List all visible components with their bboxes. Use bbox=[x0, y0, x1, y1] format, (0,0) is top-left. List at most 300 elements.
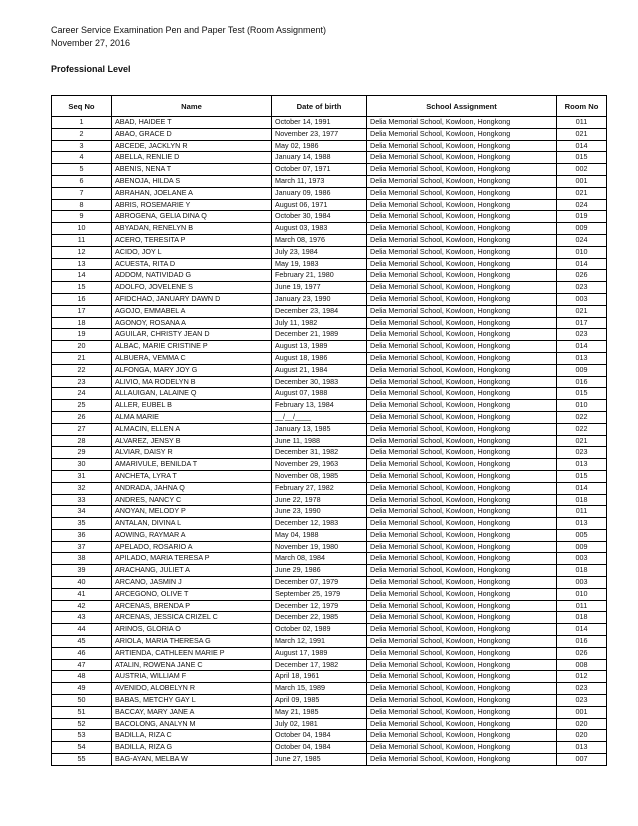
school-assignment-cell: Delia Memorial School, Kowloon, Hongkong bbox=[367, 223, 557, 235]
seq-no-cell: 11 bbox=[52, 234, 112, 246]
seq-no-cell: 25 bbox=[52, 400, 112, 412]
school-assignment-cell: Delia Memorial School, Kowloon, Hongkong bbox=[367, 659, 557, 671]
name-cell: BAG-AYAN, MELBA W bbox=[112, 754, 272, 766]
school-assignment-cell: Delia Memorial School, Kowloon, Hongkong bbox=[367, 128, 557, 140]
name-cell: ANCHETA, LYRA T bbox=[112, 470, 272, 482]
table-row bbox=[52, 518, 607, 530]
date-of-birth-cell: March 11, 1973 bbox=[272, 175, 367, 187]
school-assignment-cell: Delia Memorial School, Kowloon, Hongkong bbox=[367, 246, 557, 258]
seq-no-cell: 5 bbox=[52, 164, 112, 176]
room-no-cell: 013 bbox=[557, 459, 607, 471]
column-header-date-of-birth: Date of birth bbox=[272, 96, 367, 117]
name-cell: ADOLFO, JOVELENE S bbox=[112, 282, 272, 294]
seq-no-cell: 43 bbox=[52, 612, 112, 624]
room-no-cell: 020 bbox=[557, 730, 607, 742]
seq-no-cell: 17 bbox=[52, 305, 112, 317]
date-of-birth-cell: October 14, 1991 bbox=[272, 117, 367, 129]
name-cell: AFIDCHAO, JANUARY DAWN D bbox=[112, 293, 272, 305]
column-header-name: Name bbox=[112, 96, 272, 117]
date-of-birth-cell: April 09, 1985 bbox=[272, 695, 367, 707]
seq-no-cell: 20 bbox=[52, 341, 112, 353]
name-cell: ALIVIO, MA RODELYN B bbox=[112, 376, 272, 388]
date-of-birth-cell: January 13, 1985 bbox=[272, 423, 367, 435]
seq-no-cell: 37 bbox=[52, 541, 112, 553]
room-no-cell: 018 bbox=[557, 494, 607, 506]
seq-no-cell: 15 bbox=[52, 282, 112, 294]
school-assignment-cell: Delia Memorial School, Kowloon, Hongkong bbox=[367, 388, 557, 400]
document-title: Career Service Examination Pen and Paper Test (Room Assignment) bbox=[51, 25, 326, 35]
school-assignment-cell: Delia Memorial School, Kowloon, Hongkong bbox=[367, 423, 557, 435]
school-assignment-cell: Delia Memorial School, Kowloon, Hongkong bbox=[367, 400, 557, 412]
school-assignment-cell: Delia Memorial School, Kowloon, Hongkong bbox=[367, 199, 557, 211]
date-of-birth-cell: October 30, 1984 bbox=[272, 211, 367, 223]
seq-no-cell: 8 bbox=[52, 199, 112, 211]
seq-no-cell: 14 bbox=[52, 270, 112, 282]
room-no-cell: 015 bbox=[557, 470, 607, 482]
table-row bbox=[52, 270, 607, 282]
name-cell: ABROGENA, GELIA DINA Q bbox=[112, 211, 272, 223]
table-row bbox=[52, 164, 607, 176]
name-cell: ALLER, EUBEL B bbox=[112, 400, 272, 412]
room-no-cell: 014 bbox=[557, 258, 607, 270]
room-no-cell: 021 bbox=[557, 305, 607, 317]
school-assignment-cell: Delia Memorial School, Kowloon, Hongkong bbox=[367, 541, 557, 553]
name-cell: AOWING, RAYMAR A bbox=[112, 529, 272, 541]
column-header-seq-no: Seq No bbox=[52, 96, 112, 117]
table-row bbox=[52, 624, 607, 636]
date-of-birth-cell: November 08, 1985 bbox=[272, 470, 367, 482]
room-no-cell: 023 bbox=[557, 282, 607, 294]
name-cell: ARCENAS, JESSICA CRIZEL C bbox=[112, 612, 272, 624]
table-row bbox=[52, 718, 607, 730]
name-cell: ARCEGONO, OLIVE T bbox=[112, 588, 272, 600]
school-assignment-cell: Delia Memorial School, Kowloon, Hongkong bbox=[367, 565, 557, 577]
date-of-birth-cell: March 12, 1991 bbox=[272, 636, 367, 648]
section-heading: Professional Level bbox=[51, 64, 131, 74]
seq-no-cell: 53 bbox=[52, 730, 112, 742]
school-assignment-cell: Delia Memorial School, Kowloon, Hongkong bbox=[367, 577, 557, 589]
seq-no-cell: 32 bbox=[52, 482, 112, 494]
name-cell: AMARIVULE, BENILDA T bbox=[112, 459, 272, 471]
room-no-cell: 017 bbox=[557, 317, 607, 329]
room-no-cell: 010 bbox=[557, 588, 607, 600]
room-no-cell: 023 bbox=[557, 329, 607, 341]
school-assignment-cell: Delia Memorial School, Kowloon, Hongkong bbox=[367, 588, 557, 600]
seq-no-cell: 50 bbox=[52, 695, 112, 707]
seq-no-cell: 19 bbox=[52, 329, 112, 341]
date-of-birth-cell: May 21, 1985 bbox=[272, 706, 367, 718]
table-row bbox=[52, 659, 607, 671]
room-no-cell: 009 bbox=[557, 364, 607, 376]
seq-no-cell: 51 bbox=[52, 706, 112, 718]
date-of-birth-cell: October 02, 1989 bbox=[272, 624, 367, 636]
name-cell: ARCENAS, BRENDA P bbox=[112, 600, 272, 612]
seq-no-cell: 46 bbox=[52, 647, 112, 659]
school-assignment-cell: Delia Memorial School, Kowloon, Hongkong bbox=[367, 518, 557, 530]
room-no-cell: 022 bbox=[557, 411, 607, 423]
school-assignment-cell: Delia Memorial School, Kowloon, Hongkong bbox=[367, 270, 557, 282]
column-header-room-no: Room No bbox=[557, 96, 607, 117]
school-assignment-cell: Delia Memorial School, Kowloon, Hongkong bbox=[367, 671, 557, 683]
table-row bbox=[52, 459, 607, 471]
name-cell: ABYADAN, RENELYN B bbox=[112, 223, 272, 235]
seq-no-cell: 18 bbox=[52, 317, 112, 329]
date-of-birth-cell: December 23, 1984 bbox=[272, 305, 367, 317]
table-row bbox=[52, 636, 607, 648]
seq-no-cell: 23 bbox=[52, 376, 112, 388]
date-of-birth-cell: October 04, 1984 bbox=[272, 730, 367, 742]
name-cell: ABELLA, RENLIE D bbox=[112, 152, 272, 164]
seq-no-cell: 54 bbox=[52, 742, 112, 754]
room-no-cell: 026 bbox=[557, 647, 607, 659]
seq-no-cell: 36 bbox=[52, 529, 112, 541]
seq-no-cell: 3 bbox=[52, 140, 112, 152]
school-assignment-cell: Delia Memorial School, Kowloon, Hongkong bbox=[367, 329, 557, 341]
room-no-cell: 003 bbox=[557, 577, 607, 589]
date-of-birth-cell: November 19, 1980 bbox=[272, 541, 367, 553]
table-row bbox=[52, 305, 607, 317]
seq-no-cell: 34 bbox=[52, 506, 112, 518]
date-of-birth-cell: February 27, 1982 bbox=[272, 482, 367, 494]
school-assignment-cell: Delia Memorial School, Kowloon, Hongkong bbox=[367, 411, 557, 423]
name-cell: ARIOLA, MARIA THERESA G bbox=[112, 636, 272, 648]
table-row bbox=[52, 742, 607, 754]
table-row bbox=[52, 364, 607, 376]
table-row bbox=[52, 506, 607, 518]
room-no-cell: 019 bbox=[557, 211, 607, 223]
school-assignment-cell: Delia Memorial School, Kowloon, Hongkong bbox=[367, 459, 557, 471]
school-assignment-cell: Delia Memorial School, Kowloon, Hongkong bbox=[367, 706, 557, 718]
school-assignment-cell: Delia Memorial School, Kowloon, Hongkong bbox=[367, 140, 557, 152]
name-cell: ABRIS, ROSEMARIE Y bbox=[112, 199, 272, 211]
name-cell: ANDRES, NANCY C bbox=[112, 494, 272, 506]
seq-no-cell: 42 bbox=[52, 600, 112, 612]
school-assignment-cell: Delia Memorial School, Kowloon, Hongkong bbox=[367, 258, 557, 270]
name-cell: ALFONGA, MARY JOY G bbox=[112, 364, 272, 376]
school-assignment-cell: Delia Memorial School, Kowloon, Hongkong bbox=[367, 647, 557, 659]
table-row bbox=[52, 329, 607, 341]
date-of-birth-cell: June 19, 1977 bbox=[272, 282, 367, 294]
name-cell: BACOLONG, ANALYN M bbox=[112, 718, 272, 730]
room-no-cell: 013 bbox=[557, 742, 607, 754]
school-assignment-cell: Delia Memorial School, Kowloon, Hongkong bbox=[367, 317, 557, 329]
date-of-birth-cell: June 29, 1986 bbox=[272, 565, 367, 577]
name-cell: AGOJO, EMMABEL A bbox=[112, 305, 272, 317]
name-cell: AUSTRIA, WILLIAM F bbox=[112, 671, 272, 683]
date-of-birth-cell: July 11, 1982 bbox=[272, 317, 367, 329]
table-row bbox=[52, 140, 607, 152]
name-cell: ADDOM, NATIVIDAD G bbox=[112, 270, 272, 282]
table-row bbox=[52, 187, 607, 199]
name-cell: ABCEDE, JACKLYN R bbox=[112, 140, 272, 152]
date-of-birth-cell: May 02, 1986 bbox=[272, 140, 367, 152]
room-no-cell: 001 bbox=[557, 175, 607, 187]
name-cell: ANTALAN, DIVINA L bbox=[112, 518, 272, 530]
name-cell: ALMACIN, ELLEN A bbox=[112, 423, 272, 435]
date-of-birth-cell: __/__/____ bbox=[272, 411, 367, 423]
date-of-birth-cell: October 04, 1984 bbox=[272, 742, 367, 754]
date-of-birth-cell: December 30, 1983 bbox=[272, 376, 367, 388]
school-assignment-cell: Delia Memorial School, Kowloon, Hongkong bbox=[367, 447, 557, 459]
school-assignment-cell: Delia Memorial School, Kowloon, Hongkong bbox=[367, 364, 557, 376]
school-assignment-cell: Delia Memorial School, Kowloon, Hongkong bbox=[367, 211, 557, 223]
seq-no-cell: 44 bbox=[52, 624, 112, 636]
table-row bbox=[52, 754, 607, 766]
table-row bbox=[52, 423, 607, 435]
table-row bbox=[52, 117, 607, 129]
table-row bbox=[52, 553, 607, 565]
name-cell: ALBAC, MARIE CRISTINE P bbox=[112, 341, 272, 353]
date-of-birth-cell: September 25, 1979 bbox=[272, 588, 367, 600]
school-assignment-cell: Delia Memorial School, Kowloon, Hongkong bbox=[367, 636, 557, 648]
table-row bbox=[52, 470, 607, 482]
date-of-birth-cell: January 23, 1990 bbox=[272, 293, 367, 305]
date-of-birth-cell: May 04, 1988 bbox=[272, 529, 367, 541]
date-of-birth-cell: July 23, 1984 bbox=[272, 246, 367, 258]
date-of-birth-cell: April 18, 1961 bbox=[272, 671, 367, 683]
name-cell: ARCANO, JASMIN J bbox=[112, 577, 272, 589]
room-no-cell: 001 bbox=[557, 706, 607, 718]
room-no-cell: 012 bbox=[557, 671, 607, 683]
room-no-cell: 010 bbox=[557, 400, 607, 412]
room-no-cell: 011 bbox=[557, 600, 607, 612]
table-row bbox=[52, 683, 607, 695]
room-no-cell: 016 bbox=[557, 376, 607, 388]
column-header-school-assignment: School Assignment bbox=[367, 96, 557, 117]
table-row bbox=[52, 388, 607, 400]
date-of-birth-cell: August 17, 1989 bbox=[272, 647, 367, 659]
school-assignment-cell: Delia Memorial School, Kowloon, Hongkong bbox=[367, 553, 557, 565]
room-no-cell: 022 bbox=[557, 423, 607, 435]
school-assignment-cell: Delia Memorial School, Kowloon, Hongkong bbox=[367, 117, 557, 129]
date-of-birth-cell: December 22, 1985 bbox=[272, 612, 367, 624]
name-cell: ARINOS, GLORIA O bbox=[112, 624, 272, 636]
room-no-cell: 009 bbox=[557, 223, 607, 235]
date-of-birth-cell: March 15, 1989 bbox=[272, 683, 367, 695]
name-cell: ABAD, HAIDEE T bbox=[112, 117, 272, 129]
date-of-birth-cell: August 13, 1989 bbox=[272, 341, 367, 353]
school-assignment-cell: Delia Memorial School, Kowloon, Hongkong bbox=[367, 754, 557, 766]
seq-no-cell: 33 bbox=[52, 494, 112, 506]
school-assignment-cell: Delia Memorial School, Kowloon, Hongkong bbox=[367, 305, 557, 317]
seq-no-cell: 9 bbox=[52, 211, 112, 223]
school-assignment-cell: Delia Memorial School, Kowloon, Hongkong bbox=[367, 612, 557, 624]
room-no-cell: 007 bbox=[557, 754, 607, 766]
table-row bbox=[52, 671, 607, 683]
table-row bbox=[52, 317, 607, 329]
table-row bbox=[52, 647, 607, 659]
room-no-cell: 013 bbox=[557, 518, 607, 530]
school-assignment-cell: Delia Memorial School, Kowloon, Hongkong bbox=[367, 175, 557, 187]
date-of-birth-cell: January 14, 1988 bbox=[272, 152, 367, 164]
school-assignment-cell: Delia Memorial School, Kowloon, Hongkong bbox=[367, 718, 557, 730]
seq-no-cell: 41 bbox=[52, 588, 112, 600]
seq-no-cell: 31 bbox=[52, 470, 112, 482]
room-no-cell: 024 bbox=[557, 199, 607, 211]
date-of-birth-cell: March 08, 1984 bbox=[272, 553, 367, 565]
seq-no-cell: 55 bbox=[52, 754, 112, 766]
date-of-birth-cell: November 23, 1977 bbox=[272, 128, 367, 140]
room-no-cell: 014 bbox=[557, 624, 607, 636]
table-row bbox=[52, 175, 607, 187]
seq-no-cell: 4 bbox=[52, 152, 112, 164]
table-row bbox=[52, 400, 607, 412]
seq-no-cell: 13 bbox=[52, 258, 112, 270]
table-row bbox=[52, 352, 607, 364]
room-no-cell: 005 bbox=[557, 529, 607, 541]
room-no-cell: 021 bbox=[557, 187, 607, 199]
name-cell: AGUILAR, CHRISTY JEAN D bbox=[112, 329, 272, 341]
seq-no-cell: 26 bbox=[52, 411, 112, 423]
room-no-cell: 011 bbox=[557, 117, 607, 129]
room-no-cell: 009 bbox=[557, 541, 607, 553]
seq-no-cell: 27 bbox=[52, 423, 112, 435]
name-cell: ARACHANG, JULIET A bbox=[112, 565, 272, 577]
school-assignment-cell: Delia Memorial School, Kowloon, Hongkong bbox=[367, 435, 557, 447]
date-of-birth-cell: December 12, 1983 bbox=[272, 518, 367, 530]
name-cell: ABRAHAN, JOELANE A bbox=[112, 187, 272, 199]
document-date: November 27, 2016 bbox=[51, 38, 131, 48]
date-of-birth-cell: December 21, 1989 bbox=[272, 329, 367, 341]
room-no-cell: 023 bbox=[557, 695, 607, 707]
room-no-cell: 011 bbox=[557, 506, 607, 518]
seq-no-cell: 21 bbox=[52, 352, 112, 364]
room-no-cell: 018 bbox=[557, 612, 607, 624]
seq-no-cell: 30 bbox=[52, 459, 112, 471]
table-row bbox=[52, 376, 607, 388]
room-no-cell: 008 bbox=[557, 659, 607, 671]
name-cell: ACIDO, JOY L bbox=[112, 246, 272, 258]
date-of-birth-cell: June 27, 1985 bbox=[272, 754, 367, 766]
table-row bbox=[52, 234, 607, 246]
date-of-birth-cell: March 08, 1976 bbox=[272, 234, 367, 246]
school-assignment-cell: Delia Memorial School, Kowloon, Hongkong bbox=[367, 282, 557, 294]
date-of-birth-cell: May 19, 1983 bbox=[272, 258, 367, 270]
school-assignment-cell: Delia Memorial School, Kowloon, Hongkong bbox=[367, 742, 557, 754]
room-no-cell: 014 bbox=[557, 341, 607, 353]
name-cell: ABAO, GRACE D bbox=[112, 128, 272, 140]
table-row bbox=[52, 600, 607, 612]
name-cell: ALVIAR, DAISY R bbox=[112, 447, 272, 459]
seq-no-cell: 24 bbox=[52, 388, 112, 400]
seq-no-cell: 10 bbox=[52, 223, 112, 235]
table-row bbox=[52, 199, 607, 211]
name-cell: ANOYAN, MELODY P bbox=[112, 506, 272, 518]
name-cell: BACCAY, MARY JANE A bbox=[112, 706, 272, 718]
seq-no-cell: 39 bbox=[52, 565, 112, 577]
seq-no-cell: 38 bbox=[52, 553, 112, 565]
name-cell: APILADO, MARIA TERESA P bbox=[112, 553, 272, 565]
school-assignment-cell: Delia Memorial School, Kowloon, Hongkong bbox=[367, 506, 557, 518]
table-row bbox=[52, 494, 607, 506]
date-of-birth-cell: February 21, 1980 bbox=[272, 270, 367, 282]
name-cell: ANDRADA, JAHNA Q bbox=[112, 482, 272, 494]
table-row bbox=[52, 482, 607, 494]
date-of-birth-cell: August 07, 1988 bbox=[272, 388, 367, 400]
school-assignment-cell: Delia Memorial School, Kowloon, Hongkong bbox=[367, 470, 557, 482]
date-of-birth-cell: June 23, 1990 bbox=[272, 506, 367, 518]
table-row bbox=[52, 695, 607, 707]
school-assignment-cell: Delia Memorial School, Kowloon, Hongkong bbox=[367, 164, 557, 176]
table-header-row bbox=[52, 96, 607, 117]
date-of-birth-cell: January 09, 1986 bbox=[272, 187, 367, 199]
table-row bbox=[52, 588, 607, 600]
room-no-cell: 021 bbox=[557, 435, 607, 447]
date-of-birth-cell: August 06, 1971 bbox=[272, 199, 367, 211]
room-no-cell: 020 bbox=[557, 718, 607, 730]
table-row bbox=[52, 435, 607, 447]
date-of-birth-cell: October 07, 1971 bbox=[272, 164, 367, 176]
date-of-birth-cell: July 02, 1981 bbox=[272, 718, 367, 730]
school-assignment-cell: Delia Memorial School, Kowloon, Hongkong bbox=[367, 352, 557, 364]
name-cell: ALVAREZ, JENSY B bbox=[112, 435, 272, 447]
school-assignment-cell: Delia Memorial School, Kowloon, Hongkong bbox=[367, 624, 557, 636]
school-assignment-cell: Delia Memorial School, Kowloon, Hongkong bbox=[367, 482, 557, 494]
seq-no-cell: 6 bbox=[52, 175, 112, 187]
seq-no-cell: 35 bbox=[52, 518, 112, 530]
name-cell: ALBUERA, VEMMA C bbox=[112, 352, 272, 364]
seq-no-cell: 28 bbox=[52, 435, 112, 447]
name-cell: BABAS, METCHY GAY L bbox=[112, 695, 272, 707]
room-no-cell: 003 bbox=[557, 293, 607, 305]
table-row bbox=[52, 223, 607, 235]
date-of-birth-cell: December 17, 1982 bbox=[272, 659, 367, 671]
school-assignment-cell: Delia Memorial School, Kowloon, Hongkong bbox=[367, 494, 557, 506]
room-no-cell: 016 bbox=[557, 636, 607, 648]
table-row bbox=[52, 211, 607, 223]
room-no-cell: 021 bbox=[557, 128, 607, 140]
name-cell: ATALIN, ROWENA JANE C bbox=[112, 659, 272, 671]
name-cell: AGONOY, ROSANA A bbox=[112, 317, 272, 329]
school-assignment-cell: Delia Memorial School, Kowloon, Hongkong bbox=[367, 529, 557, 541]
date-of-birth-cell: December 31, 1982 bbox=[272, 447, 367, 459]
room-no-cell: 023 bbox=[557, 683, 607, 695]
date-of-birth-cell: December 12, 1979 bbox=[272, 600, 367, 612]
school-assignment-cell: Delia Memorial School, Kowloon, Hongkong bbox=[367, 234, 557, 246]
room-no-cell: 003 bbox=[557, 553, 607, 565]
room-no-cell: 014 bbox=[557, 482, 607, 494]
date-of-birth-cell: June 11, 1988 bbox=[272, 435, 367, 447]
room-no-cell: 013 bbox=[557, 352, 607, 364]
name-cell: ARTIENDA, CATHLEEN MARIE P bbox=[112, 647, 272, 659]
date-of-birth-cell: August 03, 1983 bbox=[272, 223, 367, 235]
table-row bbox=[52, 706, 607, 718]
date-of-birth-cell: November 29, 1963 bbox=[272, 459, 367, 471]
school-assignment-cell: Delia Memorial School, Kowloon, Hongkong bbox=[367, 293, 557, 305]
room-assignment-table bbox=[51, 95, 607, 766]
school-assignment-cell: Delia Memorial School, Kowloon, Hongkong bbox=[367, 600, 557, 612]
table-row bbox=[52, 341, 607, 353]
school-assignment-cell: Delia Memorial School, Kowloon, Hongkong bbox=[367, 152, 557, 164]
date-of-birth-cell: February 13, 1984 bbox=[272, 400, 367, 412]
seq-no-cell: 45 bbox=[52, 636, 112, 648]
school-assignment-cell: Delia Memorial School, Kowloon, Hongkong bbox=[367, 683, 557, 695]
name-cell: BADILLA, RIZA G bbox=[112, 742, 272, 754]
room-no-cell: 023 bbox=[557, 447, 607, 459]
name-cell: AVENIDO, ALOBELYN R bbox=[112, 683, 272, 695]
date-of-birth-cell: June 22, 1978 bbox=[272, 494, 367, 506]
room-no-cell: 015 bbox=[557, 388, 607, 400]
name-cell: ACUESTA, RITA D bbox=[112, 258, 272, 270]
seq-no-cell: 7 bbox=[52, 187, 112, 199]
name-cell: APELADO, ROSARIO A bbox=[112, 541, 272, 553]
seq-no-cell: 16 bbox=[52, 293, 112, 305]
date-of-birth-cell: August 18, 1986 bbox=[272, 352, 367, 364]
table-row bbox=[52, 577, 607, 589]
room-no-cell: 010 bbox=[557, 246, 607, 258]
seq-no-cell: 48 bbox=[52, 671, 112, 683]
seq-no-cell: 40 bbox=[52, 577, 112, 589]
